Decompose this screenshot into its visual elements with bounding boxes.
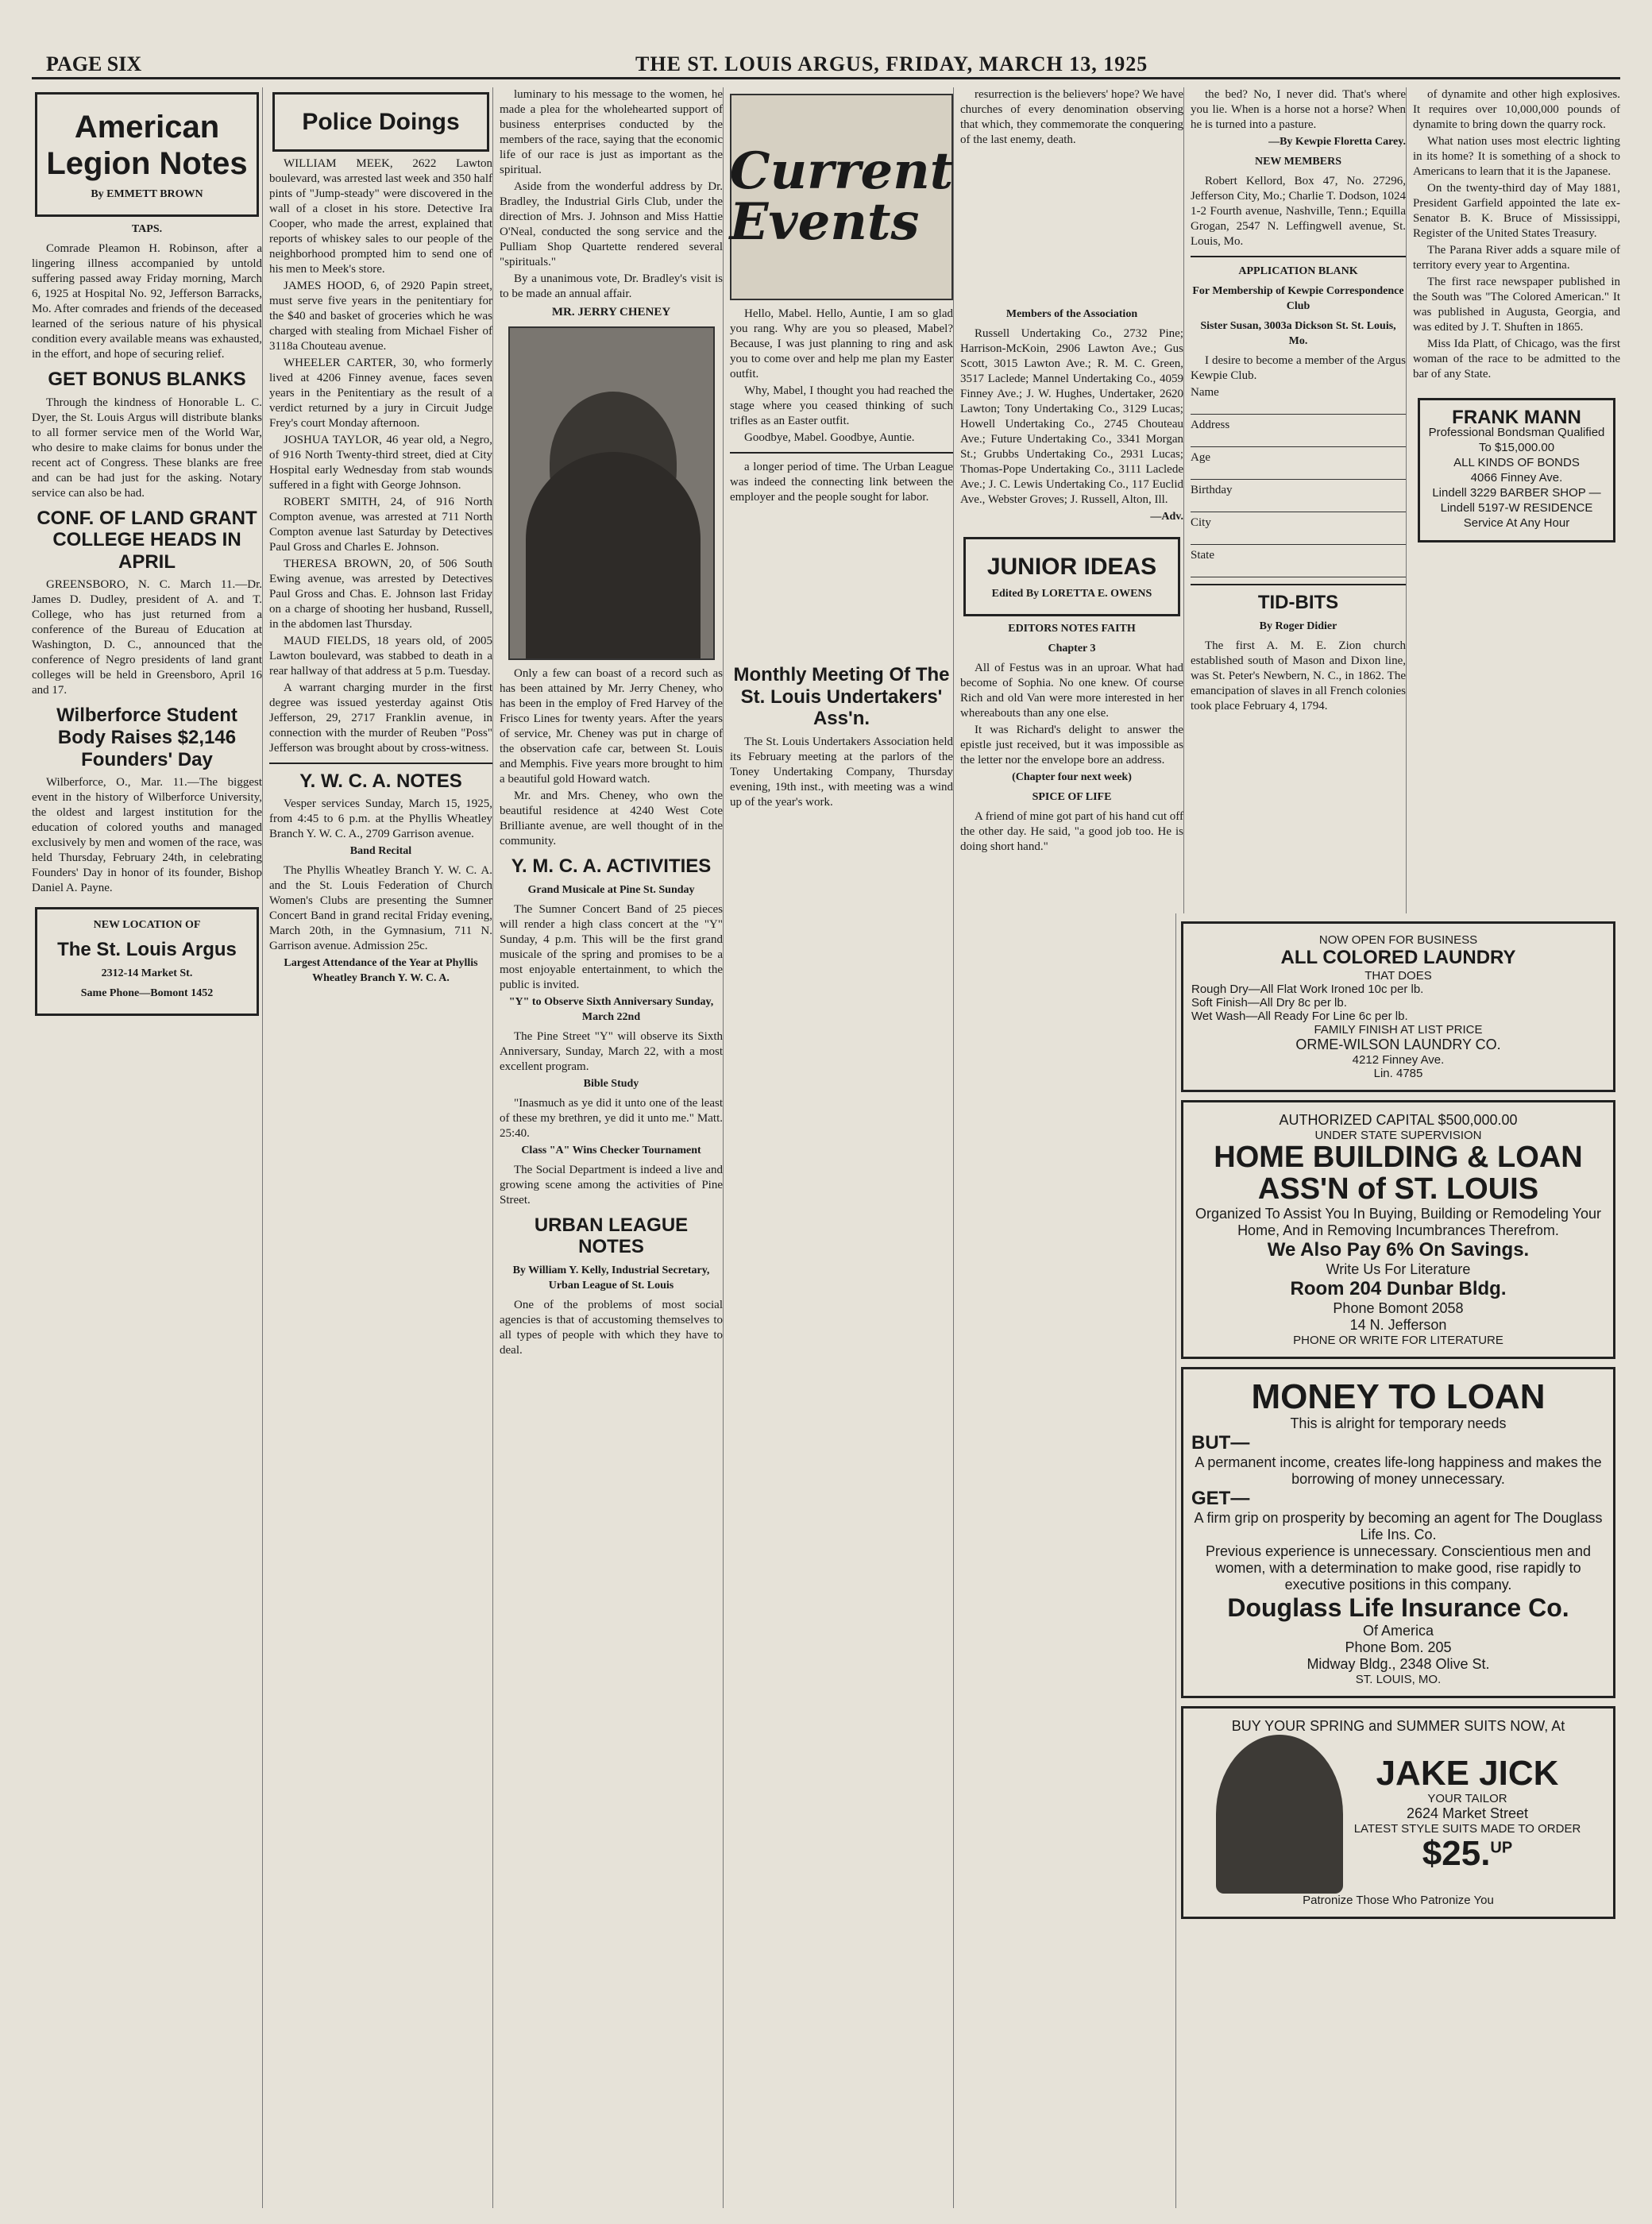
field-state-label: State (1191, 549, 1214, 562)
wilberforce-head: Wilberforce Student Body Raises $2,146 Founders' Day (56, 705, 237, 770)
jick-price-value: $25. (1422, 1834, 1491, 1874)
junior-text-2: It was Richard's delight to answer the epistle just received, but it was impossible as the letter nor the envelope bore an address. (960, 723, 1183, 766)
douglass-address: Midway Bldg., 2348 Olive St. (1307, 1655, 1490, 1672)
checker-head: Class "A" Wins Checker Tournament (521, 1144, 701, 1156)
ads-column (1175, 913, 1620, 2208)
money-loan-ad (1181, 1367, 1615, 1698)
birthday-field[interactable] (1191, 498, 1406, 512)
junior-editor: Edited By LORETTA E. OWENS (991, 587, 1152, 600)
money-get: GET— (1191, 1487, 1250, 1509)
laundry-address: 4212 Finney Ave. (1352, 1053, 1445, 1067)
address-field[interactable] (1191, 433, 1406, 447)
police-text-5: ROBERT SMITH, 24, of 916 North Compton avenue, was arrested at 711 North Compton avenue last Saturday by Detectives Paul Gross and Charles E. Johnson. (269, 495, 492, 554)
laundry-family: FAMILY FINISH AT LIST PRICE (1314, 1023, 1483, 1037)
kewpie-sig: —By Kewpie Floretta Carey. (1268, 136, 1406, 148)
legion-header-box (35, 92, 259, 217)
app-to: Sister Susan, 3003a Dickson St. St. Louis, Mo. (1200, 320, 1396, 347)
jick-latest: LATEST STYLE SUITS MADE TO ORDER (1353, 1822, 1581, 1836)
tidbits-head: TID-BITS (1257, 592, 1339, 613)
money-but-text: A permanent income, creates life-long happiness and makes the borrowing of money unnecessary. (1195, 1454, 1602, 1487)
current-text: Hello, Mabel. Hello, Auntie, I am so glad you rang. Why are you so pleased, Mabel? Because, I was just planning to ring and ask you to come over and help me plan my Easter outfit. (730, 307, 953, 380)
current-text-2: Why, Mabel, I thought you had reached the stage where you ceased thinking of such trifles as an Easter outfit. (730, 384, 953, 427)
field-birthday-label: Birthday (1191, 484, 1233, 496)
column-5 (953, 87, 1183, 2208)
cont-text: resurrection is the believers' hope? We have churches of every denomination observing that which, they commemorate the conquering of the last enemy, death. (960, 88, 1183, 146)
undertakers-head: Monthly Meeting Of The St. Louis Undertakers' Ass'n. (733, 664, 950, 730)
divider (1191, 256, 1406, 257)
facts-text-3: On the twenty-third day of May 1881, President Garfield appointed the late ex-Senator B. K. Bruce of Mississippi, Register of the United States Treasury. (1413, 182, 1620, 240)
jick-head: BUY YOUR SPRING and SUMMER SUITS NOW, At (1231, 1717, 1565, 1734)
home-loan-ad (1181, 1100, 1615, 1359)
junior-sub: EDITORS NOTES FAITH (1008, 622, 1136, 635)
douglass-of: Of America (1362, 1622, 1434, 1639)
jick-price (1354, 1836, 1581, 1872)
mann-service: Service At Any Hour (1463, 516, 1570, 530)
police-text-4: JOSHUA TAYLOR, 46 year old, a Negro, of 916 North Twenty-third street, died at City Hospital early Wednesday from stab wounds suffered in a fight with George Johnson. (269, 433, 492, 492)
laundry-wet: Wet Wash—All Ready For Line 6c per lb. (1191, 1010, 1408, 1023)
facts-text: of dynamite and other high explosives. It requires over 10,000,000 pounds of dynamite to bring down the quarry rock. (1413, 88, 1620, 131)
mann-name: FRANK MANN (1452, 407, 1581, 428)
money-exp: Previous experience is unnecessary. Conscientious men and women, with a determination to make good, rise rapidly to executive positions in this company. (1206, 1543, 1591, 1593)
conf-head: CONF. OF LAND GRANT COLLEGE HEADS IN APRIL (37, 507, 257, 573)
bible-text: "Inasmuch as ye did it unto one of the least of these my brethren, ye did it unto me." Matt. 25:40. (500, 1096, 723, 1140)
jick-body (1191, 1735, 1605, 1894)
douglass-name: Douglass Life Insurance Co. (1227, 1593, 1569, 1622)
column-1 (32, 87, 262, 2208)
jick-text (1354, 1755, 1581, 1872)
undertakers-text: The St. Louis Undertakers Association held its February meeting at the parlors of the Toney Undertaking Company, Thursday evening, 19th inst., with meeting was a wind up of the year's work. (730, 735, 953, 809)
state-field[interactable] (1191, 563, 1406, 577)
photo-body-shape (526, 452, 701, 658)
field-name-label: Name (1191, 386, 1219, 399)
loan-pay: We Also Pay 6% On Savings. (1267, 1238, 1530, 1261)
money-get-text: A firm grip on prosperity by becoming an agent for The Douglass Life Ins. Co. (1194, 1509, 1603, 1543)
ymca-head: Y. M. C. A. ACTIVITIES (511, 855, 712, 877)
app-head: APPLICATION BLANK (1238, 265, 1358, 277)
loan-capital: AUTHORIZED CAPITAL $500,000.00 (1279, 1112, 1518, 1128)
frank-mann-ad (1418, 398, 1615, 542)
cont-text: a longer period of time. The Urban League was indeed the connecting link between the employer and the people sought for labor. (730, 461, 953, 504)
new-members-text: Robert Kellord, Box 47, No. 27296, Jefferson City, Mo.; Charlie T. Dodson, 1024 1-2 Fourth avenue, Nashville, Tenn.; Equilla Grogan, 2547 N. Leffingwell avenue, St. Louis, Mo. (1191, 175, 1406, 248)
field-address-label: Address (1191, 419, 1230, 431)
junior-end: (Chapter four next week) (1012, 770, 1132, 783)
urban-text: One of the problems of most social agencies is that of accustoming themselves to all types of people with which they have to deal. (500, 1298, 723, 1357)
urban-byline: By William Y. Kelly, Industrial Secretary, Urban League of St. Louis (512, 1264, 710, 1292)
masthead (32, 48, 1620, 79)
junior-chapter: Chapter 3 (1048, 642, 1096, 654)
jick-price-sup: UP (1490, 1839, 1513, 1857)
taps-text: Comrade Pleamon H. Robinson, after a lingering illness accompanied by untold suffering passed away Friday morning, March 6, 1925 at Hospital No. 92, Jefferson Barracks, Mo. After comrades and friends of the deceased learned of the serious nature of his physical condition every available means was exhausted, in the effort, and hope of securing relief. (32, 242, 262, 361)
adv-tag: —Adv. (1150, 511, 1183, 523)
cont-text: luminary to his message to the women, he made a plea for the wholehearted support of business enterprises conducted by the members of the race, saying that the economic life of our race is just as important as the spiritual. (500, 88, 723, 176)
photo-caption: MR. JERRY CHENEY (551, 306, 671, 319)
bonus-head: GET BONUS BLANKS (48, 369, 246, 390)
ywca-sub: Band Recital (349, 845, 412, 858)
current-text-3: Goodbye, Mabel. Goodbye, Auntie. (744, 431, 915, 444)
police-text-2: JAMES HOOD, 6, of 2920 Papin street, must serve five years in the penitentiary for the $40 and basket of groceries which he was charged with stealing from Michael Fisher of 3118a Chouteau avenue. (269, 279, 492, 353)
app-sub: For Membership of Kewpie Correspondence Club (1192, 285, 1404, 312)
police-text-6: THERESA BROWN, 20, of 506 South Ewing avenue, was arrested by Detectives Paul Gross and Chas. E. Johnson last Friday on a charge of shooting her husband, Russell, in the abdomen last Thursday. (269, 557, 492, 631)
loan-phone: Phone Bomont 2058 (1333, 1299, 1464, 1316)
laundry-soft: Soft Finish—All Dry 8c per lb. (1191, 996, 1347, 1010)
police-head: Police Doings (302, 109, 460, 135)
facts-text-4: The Parana River adds a square mile of territory every year to Argentina. (1413, 244, 1620, 272)
police-text-8: A warrant charging murder in the first degree was issued yesterday against Otis Jefferson, 29, 2717 Franklin avenue, in connection with the murder of Reuben "Poss" Jefferson was brought about by cross-witness. (269, 681, 492, 755)
field-city-label: City (1191, 516, 1211, 529)
ymca-sub-2: "Y" to Observe Sixth Anniversary Sunday, March 22nd (508, 995, 714, 1023)
ymca-text-2: The Pine Street "Y" will observe its Sixth Anniversary, Sunday, March 22, with a most excellent program. (500, 1029, 723, 1073)
loan-room: Room 204 Dunbar Bldg. (1290, 1277, 1507, 1299)
kewpie-text: the bed? No, I never did. That's where you lie. When is a horse not a horse? When he is turned into a pasture. (1191, 88, 1406, 131)
new-location-name: The St. Louis Argus (57, 939, 237, 961)
column-3 (492, 87, 723, 2208)
laundry-that: THAT DOES (1364, 969, 1432, 983)
mann-kinds: ALL KINDS OF BONDS (1453, 456, 1580, 469)
cheney-text-2: Mr. and Mrs. Cheney, who own the beautiful residence at 4240 West Cote Brilliante avenue, are well thought of in the community. (500, 790, 723, 848)
wilberforce-text: Wilberforce, O., Mar. 11.—The biggest event in the history of Wilberforce University, the oldest and largest institution for the education of colored youths and managed exclusively by men and women of the race, was held Thursday, February 24th, in celebrating Founders' Day in honor of its founder, Bishop Daniel A. Payne. (32, 776, 262, 895)
money-but: BUT— (1191, 1431, 1250, 1454)
facts-text-2: What nation uses most electric lighting in its home? It is something of a shock to Americans to learn that it is the Japanese. (1413, 135, 1620, 178)
ymca-sub: Grand Musicale at Pine St. Sunday (527, 883, 695, 896)
column-4 (723, 87, 953, 2208)
bonus-text: Through the kindness of Honorable L. C. Dyer, the St. Louis Argus will distribute blanks to all former service men of the World War, who desire to make claims for bonus under the recent act of Congress. These blanks are free and can be had just for the asking. Notary service can also be had. (32, 396, 262, 500)
loan-desc: Organized To Assist You In Buying, Building or Remodeling Your Home, And in Removing Incumbrances Therefrom. (1195, 1205, 1601, 1238)
douglass-phone: Phone Bom. 205 (1345, 1639, 1452, 1655)
new-location-phone: Same Phone—Bomont 1452 (80, 987, 214, 999)
spice-text: A friend of mine got part of his hand cut off the other day. He said, "a good job too. He is doing short hand." (960, 809, 1183, 853)
loan-write: Write Us For Literature (1326, 1261, 1471, 1277)
tidbits-byline: By Roger Didier (1259, 620, 1337, 632)
police-text-7: MAUD FIELDS, 18 years old, of 2005 Lawton boulevard, was stabbed to death in a rear hallway of that address at 5 p.m. Tuesday. (269, 634, 492, 678)
laundry-rough: Rough Dry—All Flat Work Ironed 10c per lb. (1191, 983, 1424, 996)
douglass-city: ST. LOUIS, MO. (1355, 1672, 1442, 1686)
taps-head: TAPS. (131, 223, 163, 235)
laundry-ad (1181, 921, 1615, 1092)
cheney-text: Only a few can boast of a record such as has been attained by Mr. Jerry Cheney, who has been in the employ of Fred Harvey of the Frisco Lines for twenty years. After the years of service, Mr. Cheney was put in charge of the observation cafe car, between St. Louis and Memphis. Five years more brought to him a beautiful gold Howard watch. (500, 667, 723, 786)
cont-text-3: By a unanimous vote, Dr. Bradley's visit is to be made an annual affair. (500, 272, 723, 300)
ywca-sub-2: Largest Attendance of the Year at Phyllis Wheatley Branch Y. W. C. A. (284, 957, 478, 985)
checker-text: The Social Department is indeed a live and growing scene among the activities of Pine Street. (500, 1163, 723, 1207)
jake-jick-ad (1181, 1706, 1615, 1919)
loan-contact: PHONE OR WRITE FOR LITERATURE (1293, 1333, 1503, 1347)
jick-address: 2624 Market Street (1406, 1805, 1529, 1822)
legion-title: American Legion Notes (46, 110, 248, 181)
money-sub: This is alright for temporary needs (1290, 1415, 1507, 1431)
app-text: I desire to become a member of the Argus Kewpie Club. (1191, 354, 1406, 382)
junior-ideas-box (963, 537, 1180, 616)
new-location-head: NEW LOCATION OF (93, 919, 201, 932)
facts-text-6: Miss Ida Platt, of Chicago, was the first woman of the race to be admitted to the bar of any State. (1413, 338, 1620, 380)
ywca-text: Vesper services Sunday, March 15, 1925, from 4:45 to 6 p.m. at the Phyllis Wheatley Branch Y. W. C. A., 2709 Garrison avenue. (269, 797, 492, 841)
ywca-text-2: The Phyllis Wheatley Branch Y. W. C. A. and the St. Louis Federation of Church Women's Clubs are presenting the Sumner Concert Band in grand recital Friday evening, March 20th, in the Gymnasium, 711 N. Garrison avenue. Admission 25c. (269, 864, 492, 953)
junior-title: JUNIOR IDEAS (986, 554, 1157, 580)
masthead-title: THE ST. LOUIS ARGUS, FRIDAY, MARCH 13, 1925 (635, 52, 1148, 75)
legion-byline: By EMMETT BROWN (91, 188, 203, 200)
laundry-name: ALL COLORED LAUNDRY (1280, 947, 1516, 968)
jick-portrait (1216, 1735, 1343, 1894)
mann-phones: Lindell 3229 BARBER SHOP — Lindell 5197-W RESIDENCE (1432, 486, 1601, 515)
laundry-top: NOW OPEN FOR BUSINESS (1318, 933, 1478, 947)
divider (269, 763, 492, 764)
money-head: MONEY TO LOAN (1251, 1376, 1546, 1416)
divider (1191, 584, 1406, 585)
members-list: Russell Undertaking Co., 2732 Pine; Harrison-McKoin, 2906 Lawton Ave.; Gus Scott, 3015 Lawton Ave.; R. M. C. Green, 3517 Laclede; Mannel Undertaking Co., 4059 Finney Ave.; J. W. Hughes, Undertaker, 2620 Lawton; Tony Undertaking Co., 3129 Lucas; Howell Undertaking Co., 2745 Chouteau Ave.; Future Undertaking Co., 3341 Morgan St.; Grubbs Undertaking Co., 2931 Lucas; Thomas-Pope Undertaking Co., 3111 Laclede Ave.; J. C. Lewis Undertaking Co., 117 Euclid Ave., Webster Groves; J. Russell, Alton, Ill. (960, 327, 1183, 506)
new-location-box (35, 907, 259, 1016)
new-members-head: NEW MEMBERS (1254, 156, 1342, 168)
tidbits-text: The first A. M. E. Zion church established south of Mason and Dixon line, was St. Peter's Newbern, N. C., in 1862. The emancipation of slaves in all French colonies took place February 4, 1794. (1191, 639, 1406, 712)
cont-text-2: Aside from the wonderful address by Dr. Bradley, the Industrial Girls Club, under the direction of Mrs. J. Johnson and Miss Hattie O'Neal, conducted the song service and the Pulliam Shop Quartette rendered several "spirituals." (500, 180, 723, 268)
police-header-box (272, 92, 489, 152)
spice-head: SPICE OF LIFE (1032, 790, 1112, 803)
age-field[interactable] (1191, 465, 1406, 480)
jick-patronize: Patronize Those Who Patronize You (1303, 1893, 1494, 1907)
field-age-label: Age (1191, 451, 1210, 464)
divider (730, 452, 953, 454)
police-text-1: WILLIAM MEEK, 2622 Lawton boulevard, was arrested last week and 350 half pints of "Jump-steady" were discovered in the wall of a closet in his store. Detective Ira Cooper, who made the arrest, explained that reports of whiskey sales to our people of the neighborhood prompted him to send one of his men to Meek's store. (269, 156, 492, 276)
mann-address: 4066 Finney Ave. (1470, 471, 1563, 485)
police-text-3: WHEELER CARTER, 30, who formerly lived at 4206 Finney avenue, faces seven years in the Penitentiary as the result of a verdict returned by a jury in Circuit Judge Frey's court Monday afternoon. (269, 356, 492, 430)
facts-text-5: The first race newspaper published in the South was "The Colored American." It was published in Augusta, Georgia, and was edited by J. T. Shuften in 1865. (1413, 276, 1620, 334)
laundry-phone: Lin. 4785 (1373, 1067, 1423, 1080)
conf-text: GREENSBORO, N. C. March 11.—Dr. James D. Dudley, president of A. and T. College, who has just returned from a conference of the Bureau of Education at Washington, D. C., announced that the conference of Negro presidents of land grant colleges will be held in Greensboro, April 16 and 17. (32, 578, 262, 697)
current-events-banner (730, 94, 953, 300)
cheney-photo (508, 326, 715, 660)
column-2 (262, 87, 492, 2208)
loan-address: 14 N. Jefferson (1349, 1316, 1447, 1333)
current-events-title: Current Events (729, 141, 953, 252)
new-location-address: 2312-14 Market St. (101, 967, 193, 979)
urban-head: URBAN LEAGUE NOTES (534, 1214, 689, 1258)
name-field[interactable] (1191, 400, 1406, 415)
jick-name: JAKE JICK (1376, 1754, 1559, 1793)
ywca-head: Y. W. C. A. NOTES (299, 770, 462, 792)
laundry-co: ORME-WILSON LAUNDRY CO. (1295, 1037, 1501, 1052)
members-head: Members of the Association (1005, 308, 1138, 320)
city-field[interactable] (1191, 531, 1406, 545)
jick-tailor: YOUR TAILOR (1427, 1792, 1507, 1806)
ymca-text: The Sumner Concert Band of 25 pieces will render a high class concert at the "Y" Sunday, 4 p.m. This will be the first grand musicale of the spring and promises to be a most enjoyable entertainment, to which the public is invited. (500, 902, 723, 991)
junior-text: All of Festus was in an uproar. What had become of Sophia. No one knew. Of course Rich and old Van were more interested in her whereabouts than any one else. (960, 661, 1183, 720)
loan-name: HOME BUILDING & LOAN ASS'N of ST. LOUIS (1214, 1141, 1583, 1206)
bible-head: Bible Study (583, 1077, 639, 1090)
mann-sub: Professional Bondsman Qualified To $15,000.00 (1428, 426, 1605, 454)
loan-supervision: UNDER STATE SUPERVISION (1314, 1129, 1482, 1142)
page-label: PAGE SIX (46, 52, 142, 75)
